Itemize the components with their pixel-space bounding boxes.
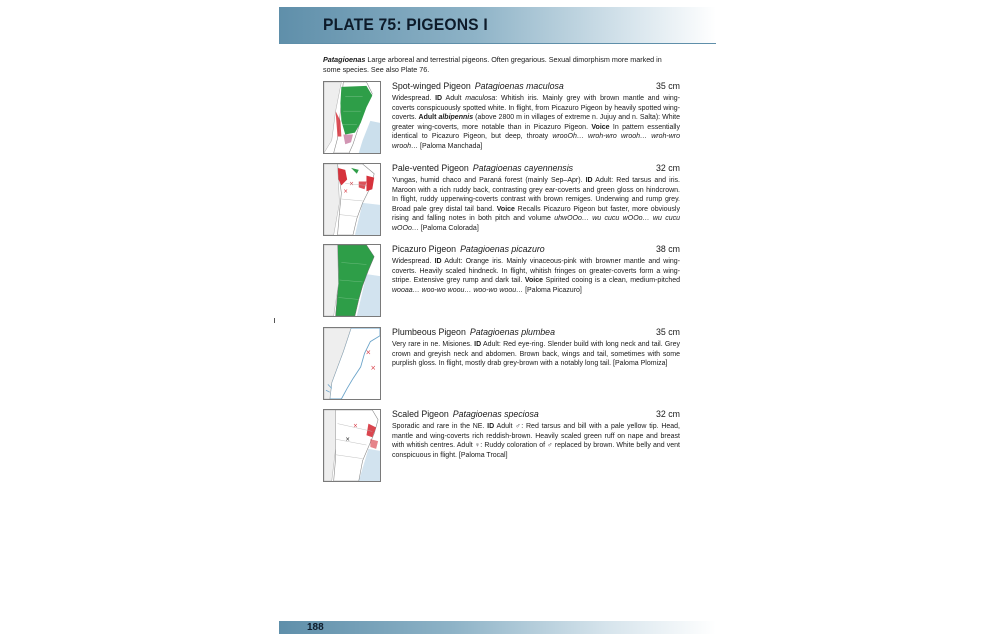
common-name: Pale-vented Pigeon — [392, 163, 469, 173]
body-length: 38 cm — [656, 244, 680, 254]
body-length: 35 cm — [656, 327, 680, 337]
description-run: uhwOOo… wu cucu wOOo… wu cucu wOOo… — [392, 215, 680, 232]
svg-text:×: × — [349, 181, 354, 188]
description-run: Adult ♂: Red tarsus and bill with a pale yellow tip. Head, mantle and wing-coverts rich reddish-brown. Heavily scaled green ruff on nape and breast with whitish centres. Adult ♀: Ruddy coloration of ♂ replaced by brown. White belly and vent conspicuous in flight. [Paloma Trocal] — [392, 423, 680, 459]
body-length: 32 cm — [656, 163, 680, 173]
common-name: Picazuro Pigeon — [392, 244, 457, 254]
common-name: Spot-winged Pigeon — [392, 81, 471, 91]
description-run: ID — [434, 258, 442, 265]
species-description — [392, 94, 680, 152]
svg-text:×: × — [365, 348, 372, 357]
description-run: Sporadic and rare in the NE. — [392, 423, 488, 430]
genus-intro-text: Large arboreal and terrestrial pigeons. Often gregarious. Sexual dimorphism more marked in some species. See also Plate 76. — [323, 55, 662, 74]
description-run: Yungas, humid chaco and Paraná forest (mainly Sep–Apr). — [392, 177, 586, 184]
scientific-name: Patagioenas cayennensis — [472, 163, 574, 173]
description-run: Adult: Red eye-ring. Slender build with long neck and tail. Grey crown and greyish neck and abdomen. Brown back, wings and tail, sometimes with some purplish gloss. In flight, mostly drab grey-brown with a notably long tail. [Paloma Plomiza] — [392, 341, 680, 368]
header-rule — [279, 43, 716, 44]
description-run: Widespread. — [392, 258, 435, 265]
range-map — [323, 163, 381, 236]
description-run: Voice — [524, 277, 544, 285]
description-run: albipennis — [438, 114, 474, 122]
description-run: (above 2800 m in villages of extreme n. Jujuy and n. Salta): White greater wing-coverts, more notable than in Picazuro Pigeon. — [392, 114, 681, 131]
svg-text:×: × — [343, 189, 349, 196]
description-run: wooaa… woo-wo woou… woo-wo woou… — [392, 286, 524, 294]
description-run: Spirited cooing is a clean, medium-pitched — [543, 277, 680, 285]
description-run: ID — [585, 177, 593, 184]
description-run: ID — [474, 341, 482, 348]
genus-name: Patagioenas — [323, 55, 366, 64]
description-run: Recalls Picazuro Pigeon but faster, more obviously rising and falling notes in both pitch and volume — [392, 205, 680, 223]
description-run: maculosa — [465, 95, 496, 102]
description-run: Voice — [591, 123, 610, 131]
margin-mark — [274, 318, 275, 323]
body-length: 32 cm — [656, 409, 680, 419]
description-run: Voice — [496, 205, 515, 213]
scientific-name: Patagioenas plumbea — [469, 327, 555, 337]
description-run: Adult: Red tarsus and iris. Maroon with a rich ruddy back, contrasting grey ear-coverts and green gloss on hindcrown. In flight, ruddy upperwing-coverts contrast with brown remiges. Underwing and rump grey. Broad pale grey distal tail band. — [392, 177, 680, 213]
species-description — [392, 257, 680, 295]
range-map — [323, 244, 381, 317]
species-description — [392, 422, 680, 460]
description-run: [Paloma Colorada] — [418, 224, 479, 232]
description-run: Adult: Orange iris. Mainly vinaceous-pink with browner mantle and wing-coverts. Heavily scaled hindneck. In flight, whitish fringes on greater-coverts form a wing-stripe. Extensive grey rump and dark tail. — [392, 258, 680, 285]
page-footer-bar — [279, 621, 716, 634]
species-description — [392, 340, 680, 369]
description-run: Adult — [442, 95, 466, 102]
common-name: Scaled Pigeon — [392, 409, 449, 419]
species-description — [392, 176, 680, 234]
description-run: Widespread. — [392, 95, 436, 102]
scientific-name: Patagioenas picazuro — [460, 244, 545, 254]
scientific-name: Patagioenas maculosa — [474, 81, 564, 91]
svg-text:×: × — [352, 423, 358, 430]
description-run: Adult — [418, 114, 439, 122]
description-run: In pattern essentially identical to Picazuro Pigeon, but deep, throaty — [392, 123, 680, 141]
svg-text:×: × — [345, 437, 351, 444]
range-map — [323, 327, 381, 400]
range-map — [323, 409, 381, 482]
svg-text:×: × — [370, 363, 376, 372]
genus-intro — [323, 55, 680, 75]
description-run: ID — [435, 95, 443, 102]
common-name: Plumbeous Pigeon — [392, 327, 466, 337]
range-map — [323, 81, 381, 154]
description-run: [Paloma Manchada] — [418, 142, 483, 150]
description-run: [Paloma Picazuro] — [523, 286, 582, 294]
plate-title: PLATE 75: PIGEONS I — [323, 15, 488, 34]
scientific-name: Patagioenas speciosa — [452, 409, 539, 419]
description-run: : Whitish iris. Mainly grey with brown mantle and wing-coverts conspicuously spotted white. In flight, from Picazuro Pigeon by heavily spotted wing-coverts. — [392, 95, 680, 122]
body-length: 35 cm — [656, 81, 680, 91]
description-run: wrooOh… wroh-wro wrooh… wroh-wro wrooh… — [392, 133, 680, 150]
description-run: ID — [487, 423, 495, 430]
page-number: 188 — [307, 622, 324, 633]
description-run: Very rare in ne. Misiones. — [392, 341, 475, 348]
